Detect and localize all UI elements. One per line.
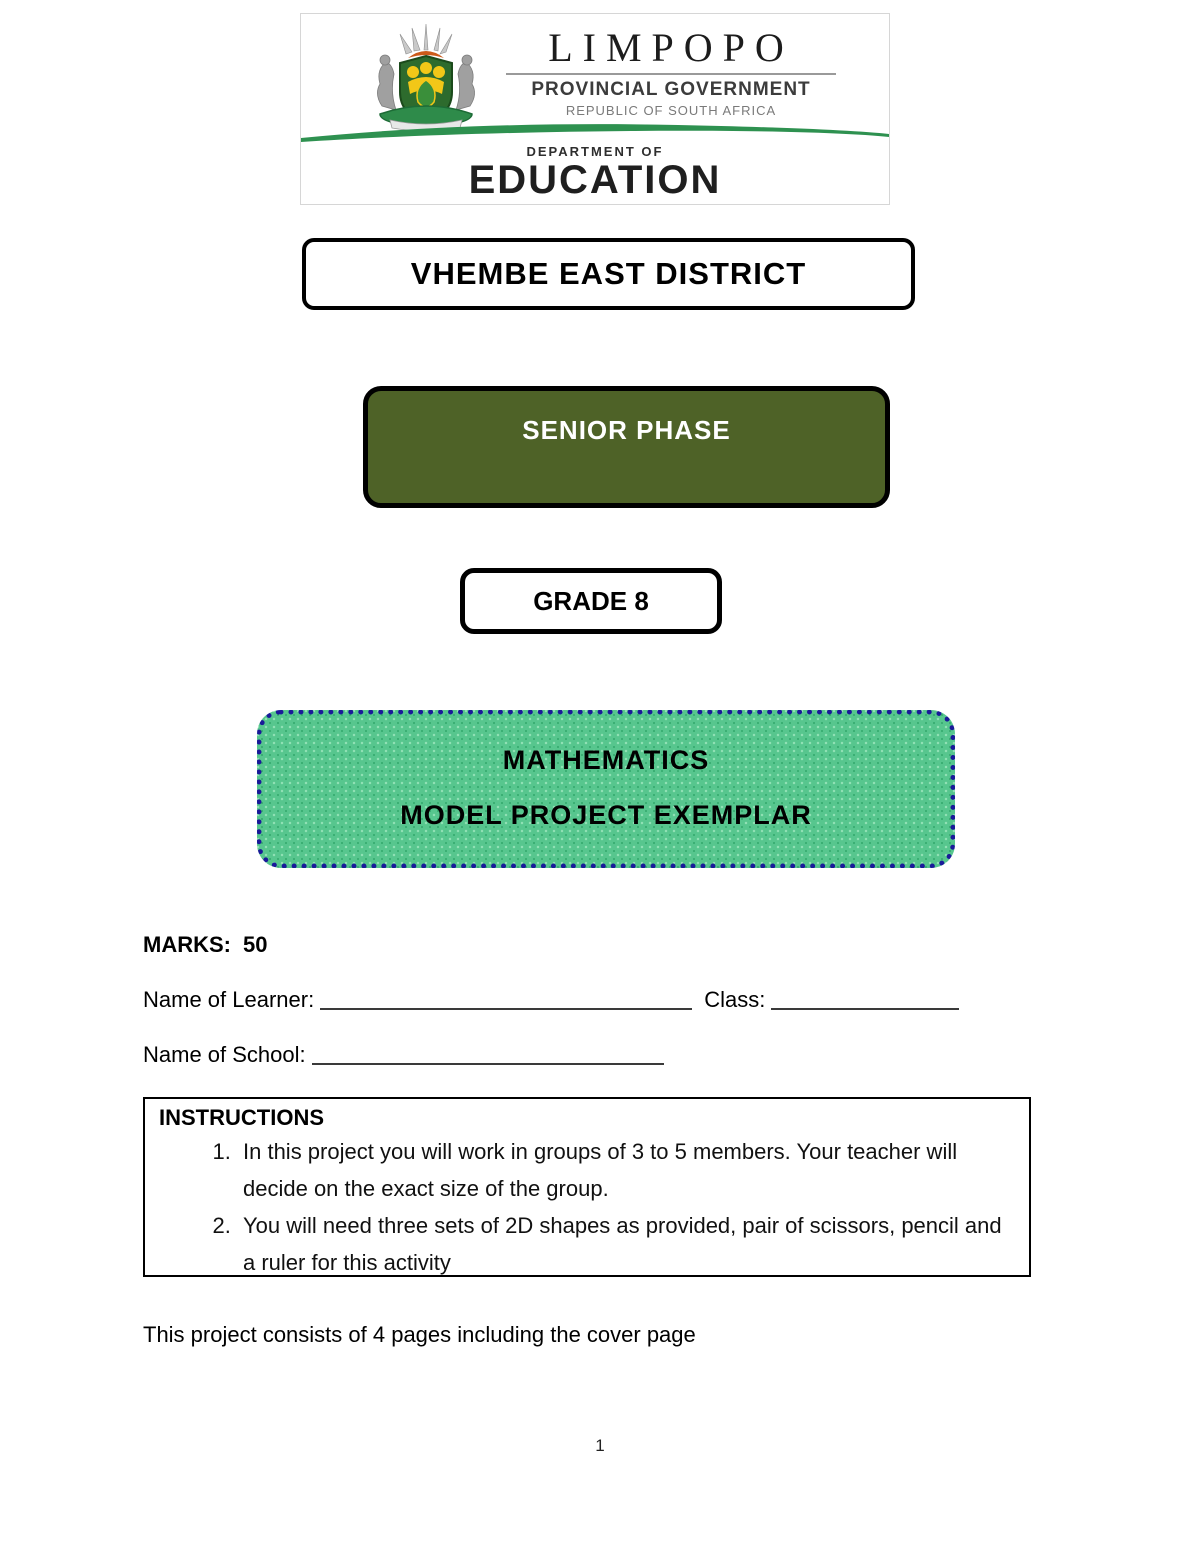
district-banner [302,238,915,310]
logo-top-row [301,14,889,126]
subject-banner [257,710,955,868]
marks-value: 50 [243,932,268,957]
provincial-government-label: PROVINCIAL GOVERNMENT [531,79,811,100]
school-label: Name of School: [143,1042,306,1067]
logo-wordmark [506,24,836,118]
department-name: EDUCATION [468,158,722,202]
instructions-list [159,1133,1015,1281]
grade-banner [460,568,722,634]
learner-blank-line [320,1008,692,1010]
department-wordmark [301,144,889,201]
instructions-title: INSTRUCTIONS [159,1105,324,1130]
provincial-logo [300,13,890,205]
logo-divider [506,73,836,75]
province-name: LIMPOPO [548,25,794,70]
marks-line [143,932,267,958]
phase-banner-label: SENIOR PHASE [522,415,731,445]
coat-of-arms-icon [356,22,496,132]
class-label: Class: [704,987,766,1012]
school-field-line [143,1042,664,1068]
department-of-label: DEPARTMENT OF [526,144,664,159]
learner-field-line [143,987,959,1013]
class-blank-line [771,1008,959,1010]
learner-label: Name of Learner: [143,987,315,1012]
instruction-item: 2. You will need three sets of 2D shapes as provided, pair of scissors, pencil and a ruler for this activity [237,1207,1015,1281]
page-number: 1 [595,1436,605,1455]
marks-label: MARKS: [143,932,231,957]
subject-subtitle: MODEL PROJECT EXEMPLAR [400,800,812,830]
instructions-box [143,1097,1031,1277]
republic-label: REPUBLIC OF SOUTH AFRICA [565,103,777,118]
district-banner-label: VHEMBE EAST DISTRICT [410,256,807,291]
phase-banner [363,386,890,508]
page-count-note: This project consists of 4 pages including the cover page [143,1322,696,1347]
green-swoosh-icon [301,118,889,144]
instruction-item: 1. In this project you will work in groups of 3 to 5 members. Your teacher will decide on the exact size of the group. [237,1133,1015,1207]
grade-banner-label: GRADE 8 [533,585,649,616]
school-blank-line [312,1063,664,1065]
subject-title: MATHEMATICS [502,745,710,775]
